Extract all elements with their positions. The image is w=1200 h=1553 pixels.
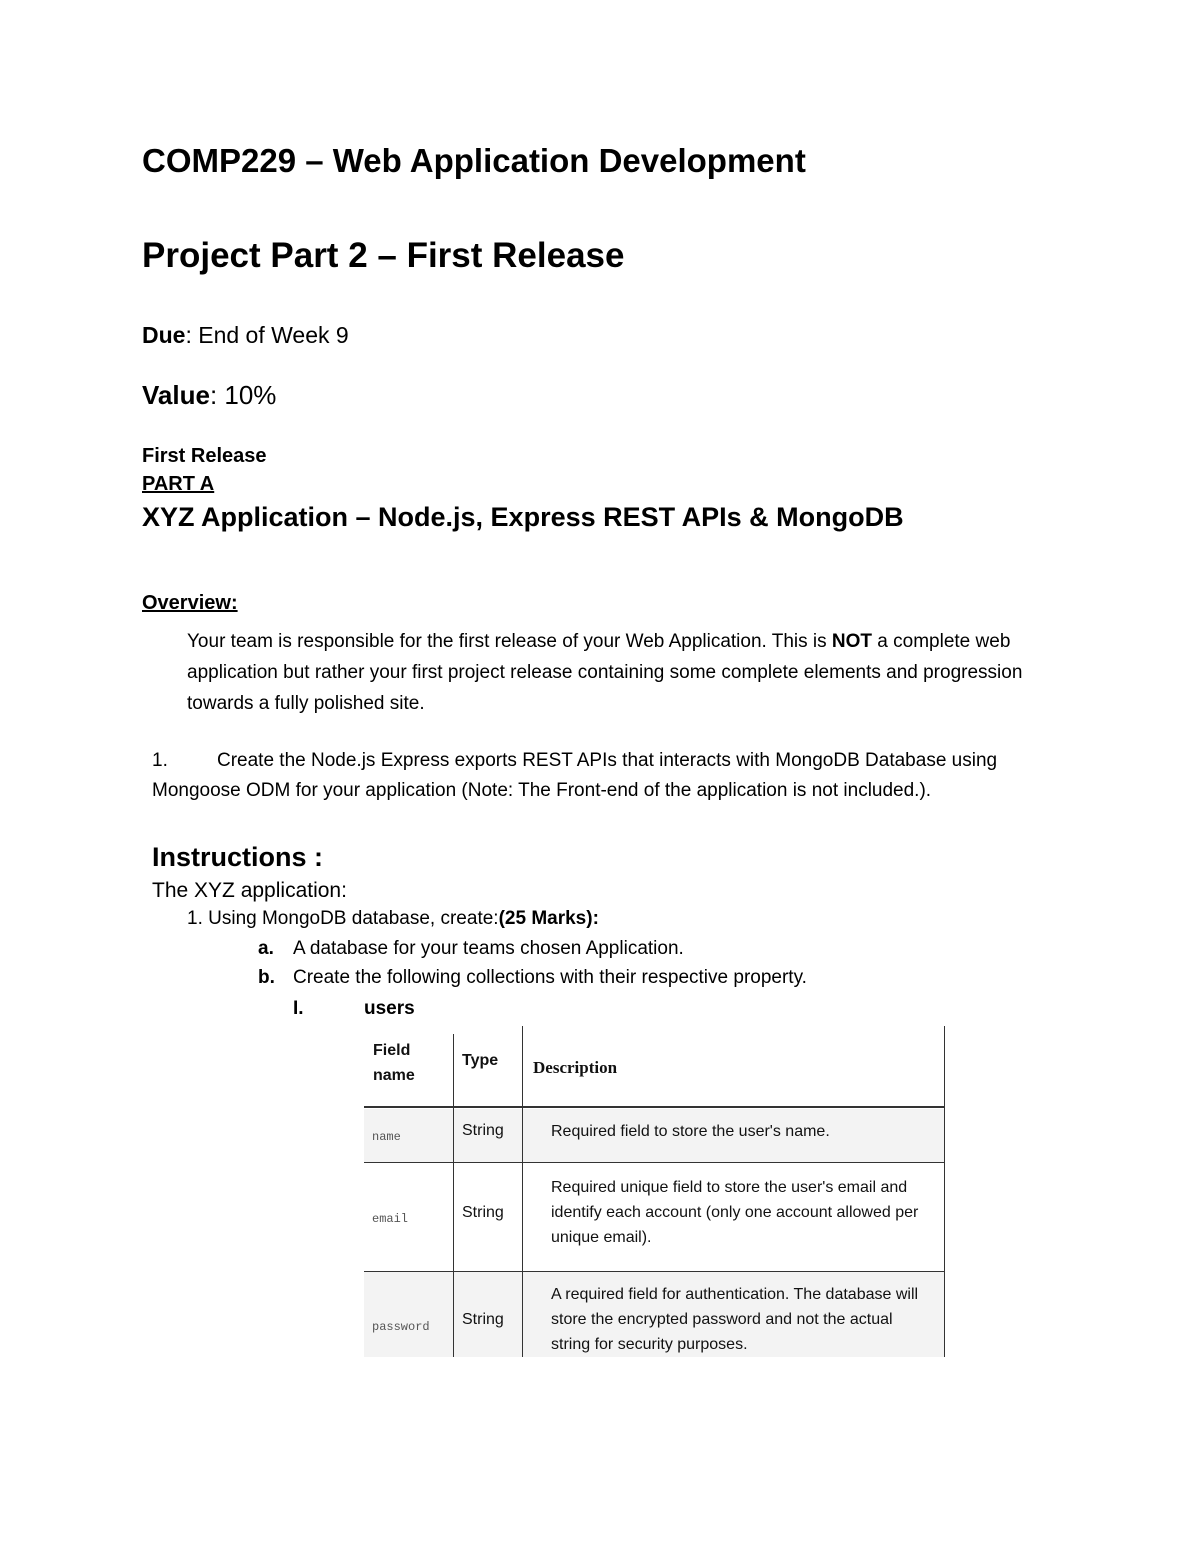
item1-number: 1. bbox=[152, 750, 168, 771]
header-type: Type bbox=[462, 1052, 499, 1069]
overview-text-after: a complete web application but rather your first project release containing some complete elements and progression towards a fully polished site. bbox=[187, 631, 1023, 714]
roman-text: users bbox=[364, 998, 415, 1019]
header-divider bbox=[364, 1106, 945, 1108]
row-name-type: String bbox=[462, 1122, 504, 1139]
project-title: Project Part 2 – First Release bbox=[142, 236, 625, 275]
users-table bbox=[364, 1026, 945, 1357]
row-email-type: String bbox=[462, 1204, 504, 1221]
column-divider bbox=[522, 1026, 523, 1357]
roman-label: I. bbox=[293, 998, 304, 1019]
course-title: COMP229 – Web Application Development bbox=[142, 142, 806, 179]
due-value: : End of Week 9 bbox=[185, 322, 349, 348]
row-name-field: name bbox=[372, 1130, 401, 1144]
item1-line1 bbox=[152, 750, 997, 772]
sub-b-text: Create the following collections with their respective property. bbox=[293, 967, 807, 988]
due-line bbox=[142, 322, 349, 349]
header-description: Description bbox=[533, 1058, 618, 1077]
part-label: PART A bbox=[142, 473, 215, 495]
sub-b-label: b. bbox=[258, 967, 275, 988]
roman-item-i bbox=[293, 998, 415, 1020]
release-label: First Release bbox=[142, 445, 267, 467]
value-line bbox=[142, 380, 276, 411]
sub-a-text: A database for your teams chosen Application. bbox=[293, 938, 684, 959]
row-email-field: email bbox=[372, 1212, 409, 1226]
sub-item-b bbox=[258, 967, 807, 989]
column-divider bbox=[453, 1034, 454, 1357]
value-value: : 10% bbox=[209, 380, 277, 410]
app-title: XYZ Application – Node.js, Express REST APIs & MongoDB bbox=[142, 502, 904, 532]
header-field-name bbox=[373, 1038, 415, 1088]
row-password-field: password bbox=[372, 1320, 430, 1334]
step1 bbox=[187, 908, 599, 930]
step1-marks: (25 Marks): bbox=[498, 908, 599, 929]
column-divider bbox=[944, 1026, 945, 1357]
header-field-line2: name bbox=[373, 1067, 415, 1084]
item1-line2: Mongoose ODM for your application (Note: The Front-end of the application is not included.). bbox=[152, 780, 932, 801]
row-password-description: A required field for authentication. The database will store the encrypted password and not the actual string for security purposes. bbox=[551, 1286, 919, 1353]
instructions-heading: Instructions : bbox=[152, 842, 324, 872]
overview-text-before: Your team is responsible for the first release of your Web Application. This is bbox=[187, 631, 832, 652]
due-label: Due bbox=[142, 322, 186, 348]
row-password-type: String bbox=[462, 1311, 504, 1328]
row-divider bbox=[364, 1271, 945, 1272]
step1-text: 1. Using MongoDB database, create: bbox=[187, 908, 499, 929]
item1-text1: Create the Node.js Express exports REST APIs that interacts with MongoDB Database using bbox=[217, 750, 998, 771]
overview-paragraph bbox=[187, 626, 1047, 719]
sub-a-label: a. bbox=[258, 938, 274, 959]
row-divider bbox=[364, 1162, 945, 1163]
sub-item-a bbox=[258, 938, 684, 960]
header-field-line1: Field bbox=[373, 1042, 411, 1059]
row-name-description: Required field to store the user's name. bbox=[551, 1123, 830, 1140]
row-email-description: Required unique field to store the user's email and identify each account (only one account allowed per unique email). bbox=[551, 1179, 919, 1246]
instructions-subheading: The XYZ application: bbox=[152, 879, 347, 902]
overview-heading: Overview: bbox=[142, 592, 238, 614]
value-label: Value bbox=[142, 380, 210, 410]
overview-emphasis: NOT bbox=[831, 631, 873, 652]
